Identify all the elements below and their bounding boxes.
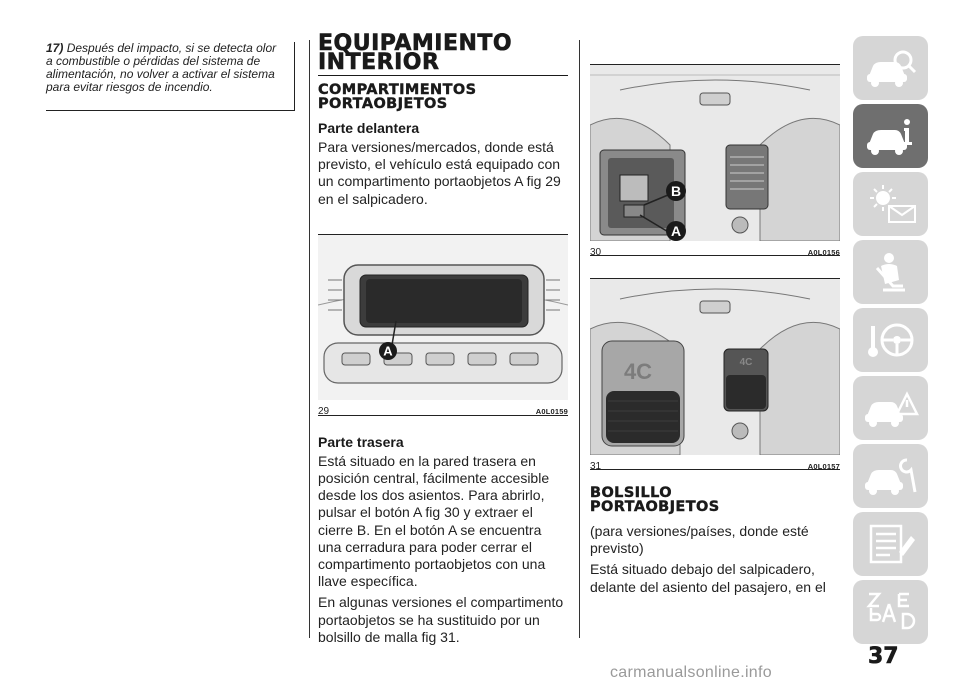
tab-emergency[interactable] [853, 376, 928, 440]
figure-30 [590, 64, 840, 256]
mesh-pocket-illustration [590, 279, 840, 455]
tab-car-search[interactable] [853, 36, 928, 100]
column-divider-1 [309, 40, 310, 638]
figure-number: 31 [590, 461, 602, 472]
note-text: Después del impacto, si se detecta olor a combustible o pérdidas del sistema de alimentación, no volver a activar el sistema para evitar riesgos de incendio. [46, 41, 277, 94]
tab-warning-lights[interactable] [853, 172, 928, 236]
rear-compartment-illustration [590, 65, 840, 241]
pocket-text-2: Está situado debajo del salpicadero, delante del asiento del pasajero, en el [590, 561, 826, 595]
car-wrench-icon [863, 454, 919, 498]
figure-code: A0L0159 [535, 406, 568, 416]
figure-number: 29 [318, 405, 330, 417]
front-text: Para versiones/mercados, donde está previsto, el vehículo está equipado con un compartimento portaobjetos A fig 29 en el salpicadero. [318, 139, 561, 207]
fire-risk-note [46, 42, 295, 111]
car-search-icon [863, 46, 919, 90]
note-number: 17) [46, 41, 64, 55]
tab-car-info[interactable] [853, 104, 928, 168]
figure-number: 30 [590, 247, 602, 258]
figure-code: A0L0157 [807, 462, 840, 471]
label-a: A [670, 223, 682, 239]
tab-specifications[interactable] [853, 512, 928, 576]
badge-4c: 4C [623, 359, 653, 384]
label-b: B [670, 183, 682, 199]
alphabetical-index-icon [863, 590, 919, 634]
figure-29 [318, 234, 568, 416]
rear-heading: Parte trasera [318, 433, 404, 450]
dashboard-glovebox-illustration [318, 235, 568, 400]
figure-31 [590, 278, 840, 470]
tab-starting-driving[interactable] [853, 308, 928, 372]
rear-text-2: En algunas versiones el compartimento portaobjetos se ha sustituido por un bolsillo de malla fig 31. [318, 594, 564, 645]
label-a: A [383, 343, 393, 359]
chapter-tabs [853, 36, 928, 648]
section-title: EQUIPAMIENTO INTERIOR [318, 31, 513, 75]
interior-equipment-column [318, 31, 568, 646]
car-crash-warning-icon [863, 386, 919, 430]
pocket-title: BOLSILLO PORTAOBJETOS [590, 485, 720, 515]
tab-safety[interactable] [853, 240, 928, 304]
compartments-subtitle: COMPARTIMENTOS PORTAOBJETOS [318, 82, 477, 112]
watermark: carmanualsonline.info [610, 664, 772, 681]
badge-4c-small: 4C [739, 357, 753, 368]
tab-maintenance[interactable] [853, 444, 928, 508]
car-info-icon [863, 114, 919, 158]
pocket-text-1: (para versiones/países, donde esté previsto) [590, 523, 809, 557]
warning-light-envelope-icon [863, 182, 919, 226]
figure-31-caption [590, 460, 840, 473]
airbag-seat-icon [863, 250, 919, 294]
rear-text-1: Está situado en la pared trasera en posición central, fácilmente accesible desde los dos asientos. Para abrirlo, pulsar el botón A fig 30 y extraer el cierre B. En el botón A se encuentra una cerradura para poder cerrar el compartimento portaobjetos con una llave específica. [318, 452, 550, 590]
pocket-column [590, 40, 840, 596]
figure-29-caption [318, 405, 568, 418]
figure-code: A0L0156 [807, 248, 840, 257]
page-number: 37 [868, 644, 899, 669]
figure-30-caption [590, 246, 840, 259]
title-rule [318, 75, 568, 76]
specifications-list-icon [863, 522, 919, 566]
tab-index[interactable] [853, 580, 928, 644]
steering-wheel-key-icon [863, 318, 919, 362]
column-divider-2 [579, 40, 580, 638]
front-heading: Parte delantera [318, 120, 420, 136]
